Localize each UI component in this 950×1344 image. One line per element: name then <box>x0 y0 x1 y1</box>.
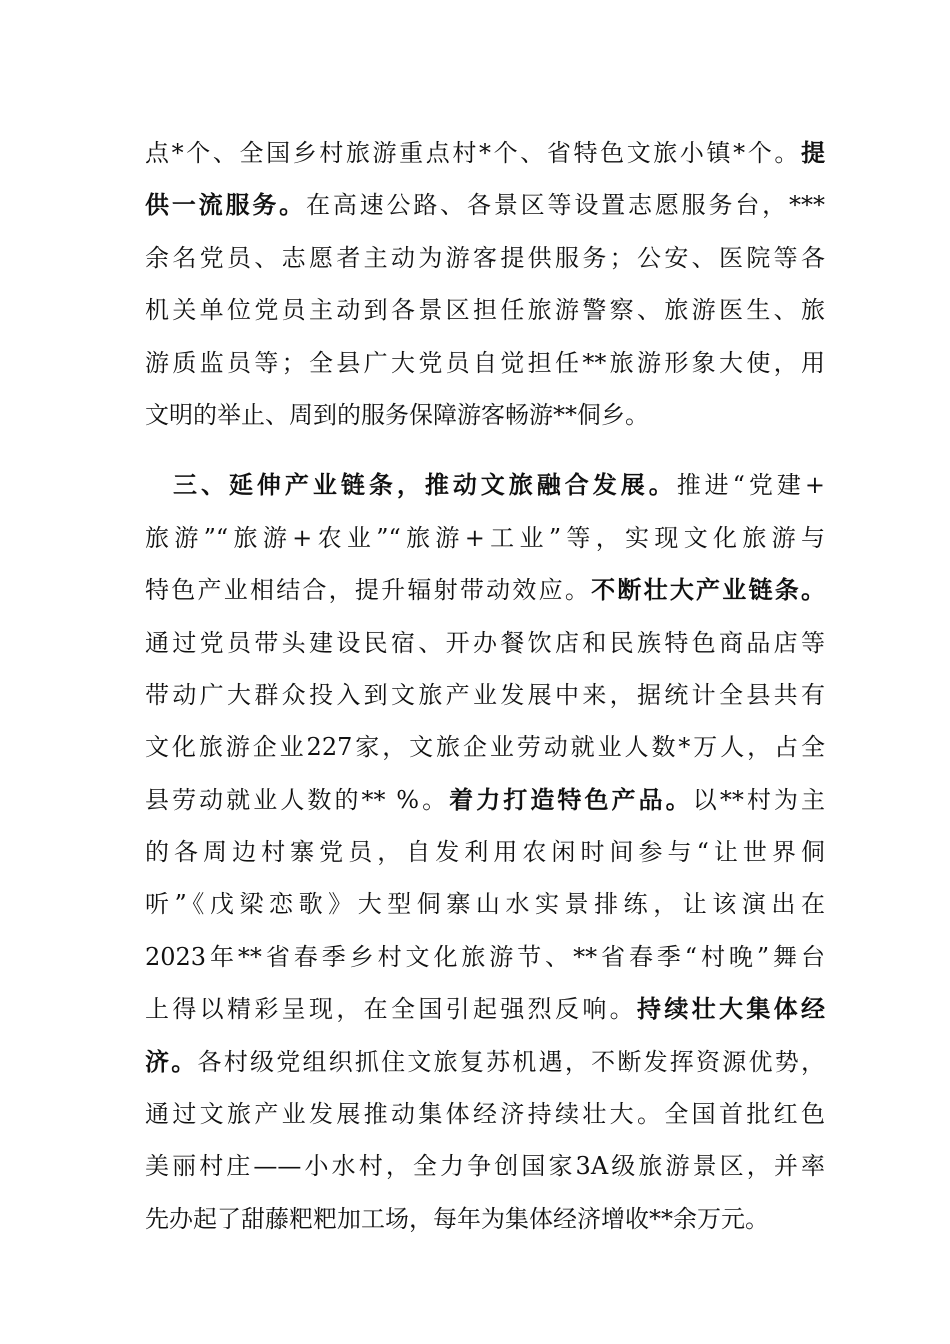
body-text: 余名党员、志愿者主动为游客提供服务；公安、医院等各 <box>145 243 825 272</box>
body-text: 特色产业相结合，提升辐射带动效应。 <box>145 576 592 605</box>
body-text: 推进“党建+ <box>676 471 826 500</box>
body-text: 通过文旅产业发展推动集体经济持续壮大。全国首批红色 <box>145 1100 825 1129</box>
text-line <box>145 337 825 389</box>
body-text: 美丽村庄——小水村，全力争创国家3A级旅游景区，并率 <box>145 1152 825 1181</box>
body-text: 先办起了甜藤粑粑加工场，每年为集体经济增收**余万元。 <box>145 1204 769 1233</box>
body-text: 文化旅游企业227家，文旅企业劳动就业人数*万人，占全 <box>145 733 825 762</box>
text-line <box>145 1088 825 1140</box>
body-text: 听”《戊梁恋歌》大型侗寨山水实景排练，让该演出在 <box>145 890 825 919</box>
text-line <box>145 774 825 826</box>
body-text: 机关单位党员主动到各景区担任旅游警察、旅游医生、旅 <box>145 296 825 325</box>
text-line <box>145 179 825 231</box>
text-line <box>145 669 825 721</box>
body-text: 旅游”“旅游+农业”“旅游+工业”等，实现文化旅游与 <box>145 523 825 552</box>
text-line <box>145 931 825 983</box>
body-text: 上得以精彩呈现，在全国引起强烈反响。 <box>145 995 637 1024</box>
text-line <box>145 459 825 511</box>
text-line <box>145 232 825 284</box>
body-text: 带动广大群众投入到文旅产业发展中来，据统计全县共有 <box>145 680 825 709</box>
text-line <box>145 826 825 878</box>
text-line <box>145 878 825 930</box>
bold-heading-text: 三、延伸产业链条，推动文旅融合发展。 <box>145 470 677 500</box>
text-line <box>145 721 825 773</box>
text-line <box>145 284 825 336</box>
text-line <box>145 512 825 564</box>
bold-heading-text: 供一流服务。 <box>145 190 306 220</box>
body-text: 点*个、全国乡村旅游重点村*个、省特色文旅小镇*个。 <box>145 139 801 167</box>
text-line <box>145 1036 825 1088</box>
body-text: 各村级党组织抓住文旅复苏机遇，不断发挥资源优势， <box>197 1047 826 1076</box>
text-line <box>145 127 825 179</box>
body-text: 的各周边村寨党员，自发利用农闲时间参与“让世界侗 <box>145 838 825 867</box>
text-line <box>145 617 825 669</box>
document-body <box>145 127 825 1245</box>
text-line <box>145 389 825 441</box>
paragraph <box>145 127 825 441</box>
body-text: 游质监员等；全县广大党员自觉担任**旅游形象大使，用 <box>145 348 825 377</box>
paragraph <box>145 459 825 1245</box>
text-line <box>145 564 825 616</box>
paragraph-gap <box>145 441 825 459</box>
body-text: 县劳动就业人数的** %。 <box>145 785 450 814</box>
body-text: 在高速公路、各景区等设置志愿服务台，*** <box>306 191 825 220</box>
bold-heading-text: 不断壮大产业链条。 <box>591 575 826 605</box>
bold-heading-text: 持续壮大集体经 <box>637 994 825 1024</box>
bold-heading-text: 提 <box>801 138 825 167</box>
bold-heading-text: 着力打造特色产品。 <box>449 784 693 814</box>
text-line <box>145 1140 825 1192</box>
text-line <box>145 1193 825 1245</box>
body-text: 以**村为主 <box>692 785 826 814</box>
body-text: 2023年**省春季乡村文化旅游节、**省春季“村晚”舞台 <box>145 942 825 971</box>
bold-heading-text: 济。 <box>145 1046 198 1076</box>
text-line <box>145 983 825 1035</box>
body-text: 文明的举止、周到的服务保障游客畅游**侗乡。 <box>145 400 649 429</box>
body-text: 通过党员带头建设民宿、开办餐饮店和民族特色商品店等 <box>145 628 825 657</box>
